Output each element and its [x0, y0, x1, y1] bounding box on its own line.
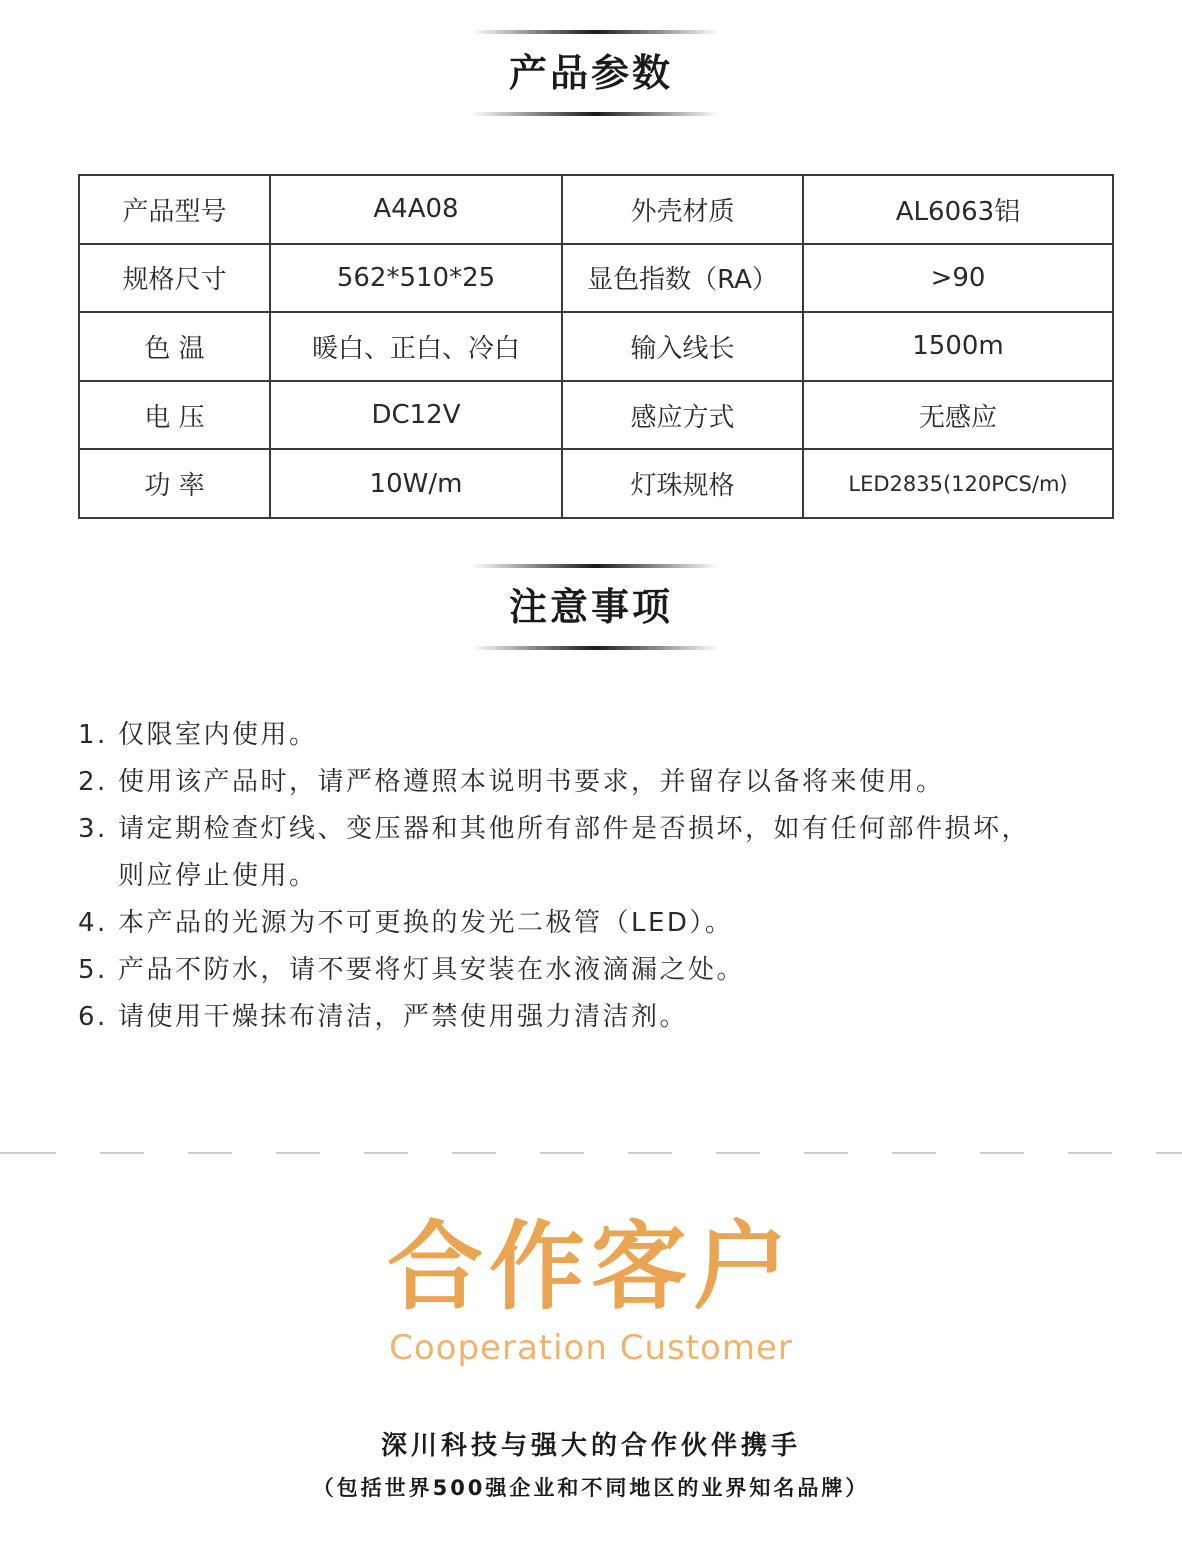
list-item-number: 1. [78, 720, 108, 750]
list-item-text: 产品不防水，请不要将灯具安装在水液滴漏之处。 [118, 955, 746, 985]
list-item [78, 994, 1138, 1041]
list-item [78, 806, 1138, 853]
list-item-number: 3. [78, 814, 108, 844]
table-row [79, 381, 1113, 450]
list-item-continuation: 则应停止使用。 [118, 861, 318, 891]
list-item [78, 759, 1138, 806]
params-section-title: 产品参数 [508, 51, 673, 95]
param-label: 电 压 [79, 381, 270, 450]
table-row [79, 449, 1113, 518]
param-label: 显色指数（RA） [562, 244, 803, 313]
list-item-number: 5. [78, 955, 108, 985]
list-item-number: 4. [78, 908, 108, 938]
param-label: 外壳材质 [562, 175, 803, 244]
table-row [79, 175, 1113, 244]
param-label: 感应方式 [562, 381, 803, 450]
table-row [79, 312, 1113, 381]
list-item-text: 请定期检查灯线、变压器和其他所有部件是否损坏，如有任何部件损坏， [118, 814, 1031, 844]
list-item-text: 仅限室内使用。 [118, 720, 318, 750]
param-value: LED2835(120PCS/m) [803, 449, 1113, 518]
param-label: 灯珠规格 [562, 449, 803, 518]
param-value: 无感应 [803, 381, 1113, 450]
param-value: DC12V [270, 381, 562, 450]
param-value: 10W/m [270, 449, 562, 518]
param-label: 输入线长 [562, 312, 803, 381]
cooperation-note: （包括世界500强企业和不同地区的业界知名品牌） [312, 1476, 870, 1500]
param-value: 1500m [803, 312, 1113, 381]
params-header-bottom-rule [471, 112, 719, 116]
params-section-header [0, 30, 1182, 120]
list-item-number: 2. [78, 767, 108, 797]
param-value: 562*510*25 [270, 244, 562, 313]
notes-header-top-rule [471, 564, 719, 568]
notes-section-title: 注意事项 [508, 585, 673, 629]
params-header-top-rule [471, 30, 719, 34]
notes-header-bottom-rule [471, 646, 719, 650]
param-label: 产品型号 [79, 175, 270, 244]
list-item [78, 947, 1138, 994]
cooperation-subtitle: Cooperation Customer [389, 1328, 793, 1368]
notes-section-header [0, 564, 1182, 654]
params-table [78, 174, 1114, 519]
cooperation-title: 合作客户 [387, 1211, 795, 1323]
dashed-divider [0, 1152, 1182, 1154]
param-value: 暖白、正白、冷白 [270, 312, 562, 381]
list-item [78, 900, 1138, 947]
notes-list [78, 712, 1138, 1041]
param-label: 色 温 [79, 312, 270, 381]
list-item-number: 6. [78, 1002, 108, 1032]
param-value: AL6063铝 [803, 175, 1113, 244]
table-row [79, 244, 1113, 313]
list-item [78, 712, 1138, 759]
list-item-text: 本产品的光源为不可更换的发光二极管（LED）。 [118, 908, 734, 938]
param-label: 功 率 [79, 449, 270, 518]
param-label: 规格尺寸 [79, 244, 270, 313]
param-value: A4A08 [270, 175, 562, 244]
list-item-text: 请使用干燥抹布清洁，严禁使用强力清洁剂。 [118, 1002, 689, 1032]
list-item-text: 使用该产品时，请严格遵照本说明书要求，并留存以备将来使用。 [118, 767, 945, 797]
param-value: >90 [803, 244, 1113, 313]
cooperation-tagline: 深川科技与强大的合作伙伴携手 [380, 1431, 801, 1461]
